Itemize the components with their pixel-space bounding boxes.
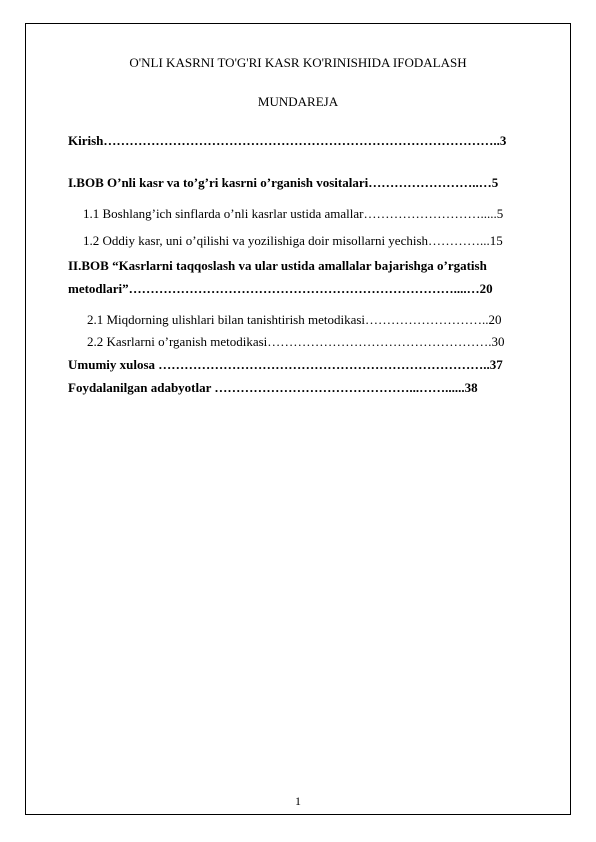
toc-heading: MUNDAREJA <box>257 94 339 109</box>
toc-item-section-1-1: 1.1 Boshlang’ich sinflarda o’nli kasrlar ustida amallar……………………….....5 <box>83 206 504 221</box>
toc-item-conclusion: Umumiy xulosa …………………………………………………………………..37 <box>68 357 503 372</box>
toc-item-chapter-1: I.BOB O’nli kasr va to’g’ri kasrni o’rganish vositalari……………………..…5 <box>68 175 499 190</box>
toc-item-section-1-2: 1.2 Oddiy kasr, uni o’qilishi va yozilishiga doir misollarni yechish…………...15 <box>83 233 503 248</box>
toc-item-intro: Kirish………………………………………………………………………………..3 <box>68 133 507 148</box>
toc-item-section-2-1: 2.1 Miqdorning ulishlari bilan tanishtirish metodikasi………………………..20 <box>87 312 502 327</box>
document-title: O'NLI KASRNI TO'G'RI KASR KO'RINISHIDA IFODALASH <box>129 55 467 70</box>
toc-item-bibliography: Foydalanilgan adabyotlar ………………………………………...……......38 <box>68 380 478 395</box>
toc-item-chapter-2-line1: II.BOB “Kasrlarni taqqoslash va ular ustida amallalar bajarishga o’rgatish <box>68 258 487 273</box>
page-number: 1 <box>295 794 301 808</box>
toc-item-chapter-2-line2: metodlari”…………………………………………………………………....…20 <box>68 281 493 296</box>
toc-item-section-2-2: 2.2 Kasrlarni o’rganish metodikasi…………………………………………….30 <box>87 334 505 349</box>
